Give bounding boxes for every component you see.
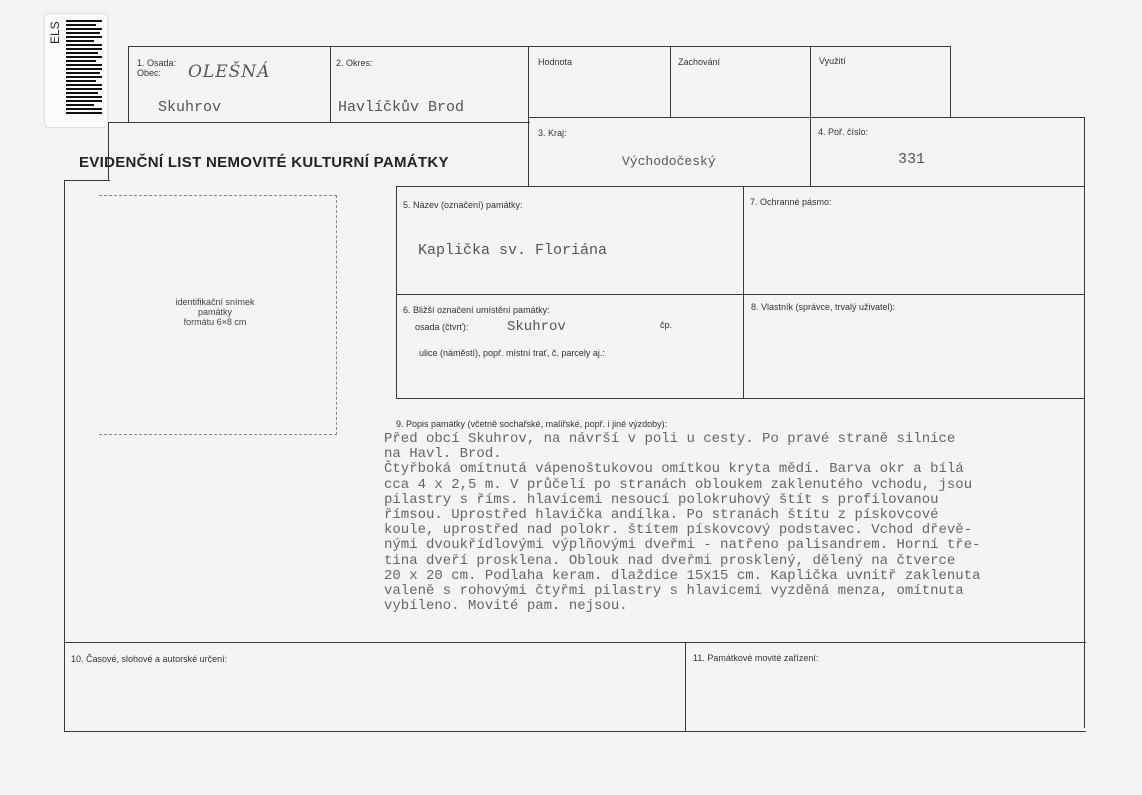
osada-ctvrt-label: osada (čtvrť): <box>415 322 469 332</box>
nazev-value: Kaplička sv. Floriána <box>418 242 608 259</box>
barcode-icon <box>66 20 102 120</box>
osada-ctvrt-value: Skuhrov <box>507 319 566 335</box>
okres-value: Havlíčkův Brod <box>338 99 465 116</box>
obec-handwritten: OLEŠNÁ <box>188 62 271 82</box>
casove-label: 10. Časové, slohové a autorské určení: <box>71 654 228 664</box>
okres-label: 2. Okres: <box>336 58 373 68</box>
popis-label: 9. Popis památky (včetně sochařské, malířské, popř. i jiné výzdoby): <box>396 419 668 429</box>
blizsi-label: 6. Bližší označení umístění památky: <box>403 305 550 315</box>
movite-label: 11. Památkové movité zařízení: <box>693 653 819 663</box>
kraj-value: Východočeský <box>622 154 716 169</box>
osada-label: 1. Osada: <box>137 58 177 68</box>
kraj-label: 3. Kraj: <box>538 128 567 138</box>
obec-label: Obec: <box>137 68 162 78</box>
por-cislo-value: 331 <box>898 151 926 168</box>
vyuziti-label: Využití <box>819 56 846 66</box>
description-text: Před obcí Skuhrov, na návrší v poli u cesty. Po pravé straně silnice na Havl. Brod. Čtyřboká omítnutá vápenoštukovou omítkou kryta mědí. Barva okr a bílá cca 4 x 2,5 m. V průčelí po stranách obloukem zaklenutého vchodu, jsou pilastry s říms. hlavicemi nesoucí polokruhový štít s profilovanou římsou. Uprostřed hlavička andílka. Po stranách štítu z pískovcové koule, uprostřed nad polokr. štítem pískovcový podstavec. Vchod dřevě- nými dvoukřídlovými výplňovými dveřmi - natřeno palisandrem. Horní tře- tina dveří prosklena. Oblouk nad dveřmi prosklený, dělený na čtverce 20 x 20 cm. Podlaha keram. dlaždice 15x15 cm. Kaplička uvnitř zaklenuta valeně s rohovými čtyřmi pilastry s hlavicemi vyzděná menza, omítnuta vybíleno. Movité pam. nejsou. <box>384 431 981 615</box>
cp-label: čp. <box>660 320 673 330</box>
vlastnik-label: 8. Vlastník (správce, trvalý uživatel): <box>751 302 896 312</box>
form-title: EVIDENČNÍ LIST NEMOVITÉ KULTURNÍ PAMÁTKY <box>79 154 449 171</box>
ochranne-pasmo-label: 7. Ochranné pásmo: <box>750 197 832 207</box>
por-cislo-label: 4. Poř. číslo: <box>818 127 869 137</box>
zachovani-label: Zachování <box>678 57 721 67</box>
ulice-label: ulice (náměstí), popř. místní trať, č. parcely aj.: <box>419 348 605 358</box>
photo-placeholder-text: identifikační snímek památky formátu 6×8 cm <box>175 297 255 327</box>
hodnota-label: Hodnota <box>538 57 573 67</box>
obec-value: Skuhrov <box>158 99 222 116</box>
nazev-label: 5. Název (označení) památky: <box>403 200 523 210</box>
sticker-code: ELS <box>48 21 62 44</box>
